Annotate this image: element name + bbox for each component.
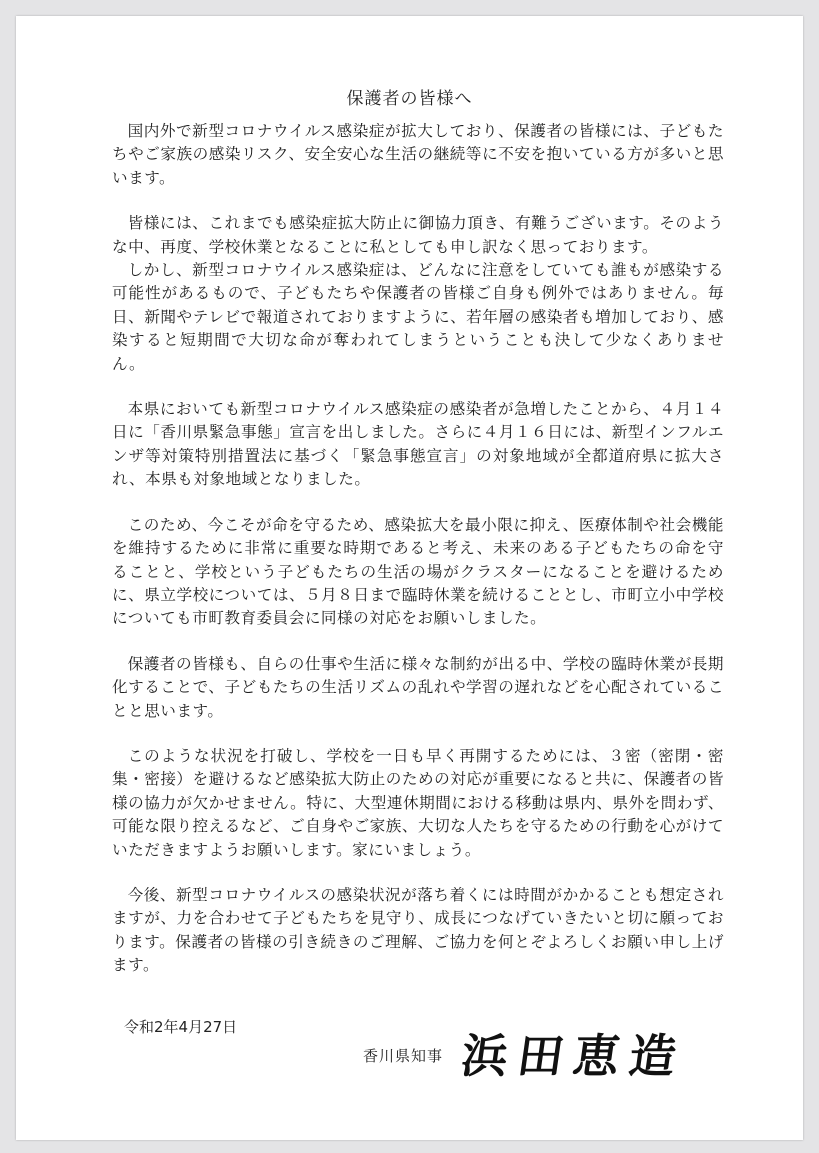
paragraph-request: このような状況を打破し、学校を一日も早く再開するためには、３密（密閉・密集・密接）を避けるなど感染拡大防止のための対応が重要になると共に、保護者の皆様の協力が欠かせません。特に、大型連休期間における移動は県内、県外を問わず、可能な限り控えるなど、ご自身やご家族、大切な人たちを守るための行動を心がけていただきますようお願いします。家にいましょう。 xyxy=(112,746,724,859)
signature: 浜田恵造 xyxy=(457,1029,690,1083)
paragraph-gratitude: 皆様には、これまでも感染症拡大防止に御協力頂き、有難うございます。そのような中、再度、学校休業となることに私としても申し訳なく思っております。 xyxy=(112,214,724,256)
letter-body xyxy=(112,120,724,1000)
letter-title: 保護者の皆様へ xyxy=(346,89,473,109)
paragraph-risk: しかし、新型コロナウイルス感染症は、どんなに注意をしていても誰もが感染する可能性があるもので、子どもたちや保護者の皆様ご自身も例外ではありません。毎日、新聞やテレビで報道されておりますように、若年層の感染者も増加しており、感染すると短期間で大切な命が奪われてしまうということも決して少なくありません。 xyxy=(112,261,724,373)
paragraph-closing: 今後、新型コロナウイルスの感染状況が落ち着くには時間がかかることも想定されますが、力を合わせて子どもたちを見守り、成長につなげていきたいと切に願っております。保護者の皆様の引き続きのご理解、ご協力を何とぞよろしくお願い申し上げます。 xyxy=(112,885,724,975)
paragraph-intro: 国内外で新型コロナウイルス感染症が拡大しており、保護者の皆様には、子どもたちやご家族の感染リスク、安全安心な生活の継続等に不安を抱いている方が多いと思います。 xyxy=(112,122,724,187)
signer-title: 香川県知事 xyxy=(363,1047,444,1065)
paragraph-closure: このため、今こそが命を守るため、感染拡大を最小限に抑え、医療体制や社会機能を維持するために非常に重要な時期であると考え、未来のある子どもたちの命を守ることと、学校という子どもたちの生活の場がクラスターになることを避けるために、県立学校については、５月８日まで臨時休業を続けることとし、市町立小中学校についても市町教育委員会に同様の対応をお願いしました。 xyxy=(112,515,724,628)
document-page xyxy=(16,16,803,1140)
paragraph-emergency: 本県においても新型コロナウイルス感染症の感染者が急増したことから、４月１４日に「香川県緊急事態」宣言を出しました。さらに４月１６日には、新型インフルエンザ等対策特別措置法に基づく「緊急事態宣言」の対象地域が全都道府県に拡大され、本県も対象地域となりました。 xyxy=(112,400,724,489)
paragraph-concern: 保護者の皆様も、自らの仕事や生活に様々な制約が出る中、学校の臨時休業が長期化することで、子どもたちの生活リズムの乱れや学習の遅れなどを心配されていることと思います。 xyxy=(112,654,724,720)
letter-date: 令和2年4月27日 xyxy=(124,1018,238,1036)
